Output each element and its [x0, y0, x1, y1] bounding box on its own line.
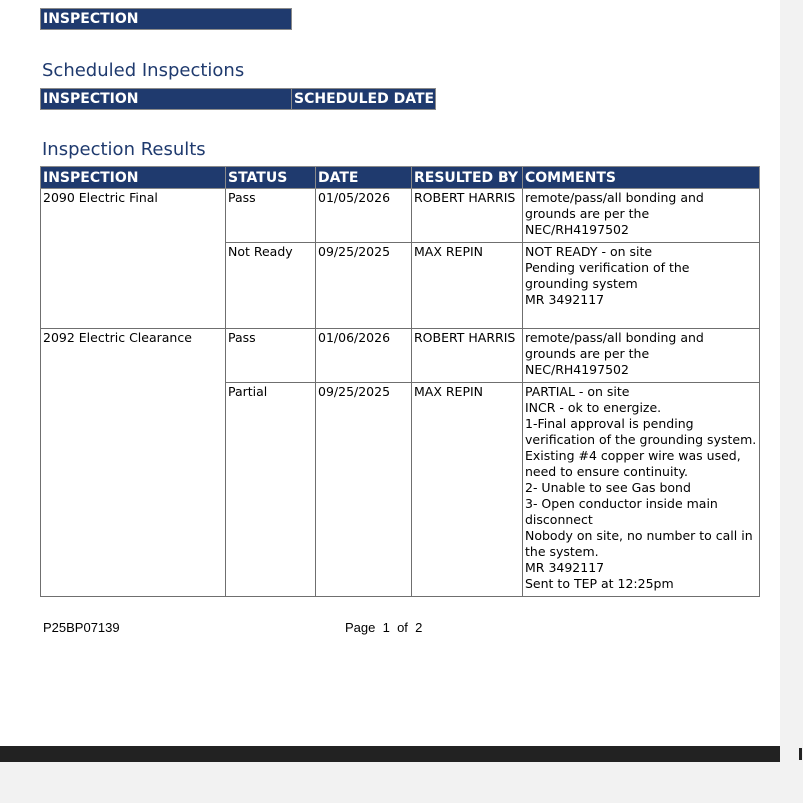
- col-resulted-by: RESULTED BY: [412, 167, 523, 189]
- page-label: Page: [345, 620, 376, 635]
- inspection-name: 2092 Electric Clearance: [41, 329, 226, 597]
- inspection-results-title: Inspection Results: [42, 139, 206, 160]
- permit-number: P25BP07139: [43, 620, 120, 635]
- inspection-results-table: [40, 166, 760, 597]
- date-cell: 01/05/2026: [316, 189, 412, 243]
- scheduled-header-date: [291, 88, 436, 110]
- col-comments: COMMENTS: [523, 167, 760, 189]
- table-row: [41, 329, 760, 383]
- date-cell: 09/25/2025: [316, 243, 412, 329]
- resulted-by-cell: MAX REPIN: [412, 383, 523, 597]
- status-cell: Not Ready: [226, 243, 316, 329]
- scheduled-col-inspection: INSPECTION: [43, 91, 139, 107]
- table-header-row: [41, 167, 760, 189]
- col-date: DATE: [316, 167, 412, 189]
- col-status: STATUS: [226, 167, 316, 189]
- resulted-by-cell: ROBERT HARRIS: [412, 189, 523, 243]
- comments-cell: PARTIAL - on site INCR - ok to energize. 1-Final approval is pending verification of the grounding system. Existing #4 copper wire was used, need to ensure continuity. 2- Unable to see Gas bond 3- Open conductor inside main disconnect Nobody on site, no number to call in the system. MR 3492117 Sent to TEP at 12:25pm: [523, 383, 760, 597]
- inspection-name: 2090 Electric Final: [41, 189, 226, 329]
- page-of-label: of: [397, 620, 408, 635]
- page-divider-band: [0, 746, 780, 762]
- scrollbar-handle[interactable]: [799, 748, 802, 760]
- scheduled-col-date: SCHEDULED DATE: [294, 91, 435, 107]
- comments-cell: remote/pass/all bonding and grounds are per the NEC/RH4197502: [523, 329, 760, 383]
- page-total: 2: [415, 620, 423, 635]
- table-row: [41, 189, 760, 243]
- status-cell: Partial: [226, 383, 316, 597]
- comments-cell: remote/pass/all bonding and grounds are per the NEC/RH4197502: [523, 189, 760, 243]
- resulted-by-cell: ROBERT HARRIS: [412, 329, 523, 383]
- inspection-header: INSPECTION: [43, 11, 139, 27]
- scheduled-inspections-title: Scheduled Inspections: [42, 60, 245, 81]
- status-cell: Pass: [226, 189, 316, 243]
- comments-cell: NOT READY - on site Pending verification of the grounding system MR 3492117: [523, 243, 760, 329]
- page-current: 1: [382, 620, 390, 635]
- date-cell: 01/06/2026: [316, 329, 412, 383]
- date-cell: 09/25/2025: [316, 383, 412, 597]
- col-inspection: INSPECTION: [41, 167, 226, 189]
- resulted-by-cell: MAX REPIN: [412, 243, 523, 329]
- status-cell: Pass: [226, 329, 316, 383]
- inspection-header-bar: [40, 8, 292, 30]
- scheduled-header-inspection: [40, 88, 292, 110]
- page-indicator: [345, 620, 422, 635]
